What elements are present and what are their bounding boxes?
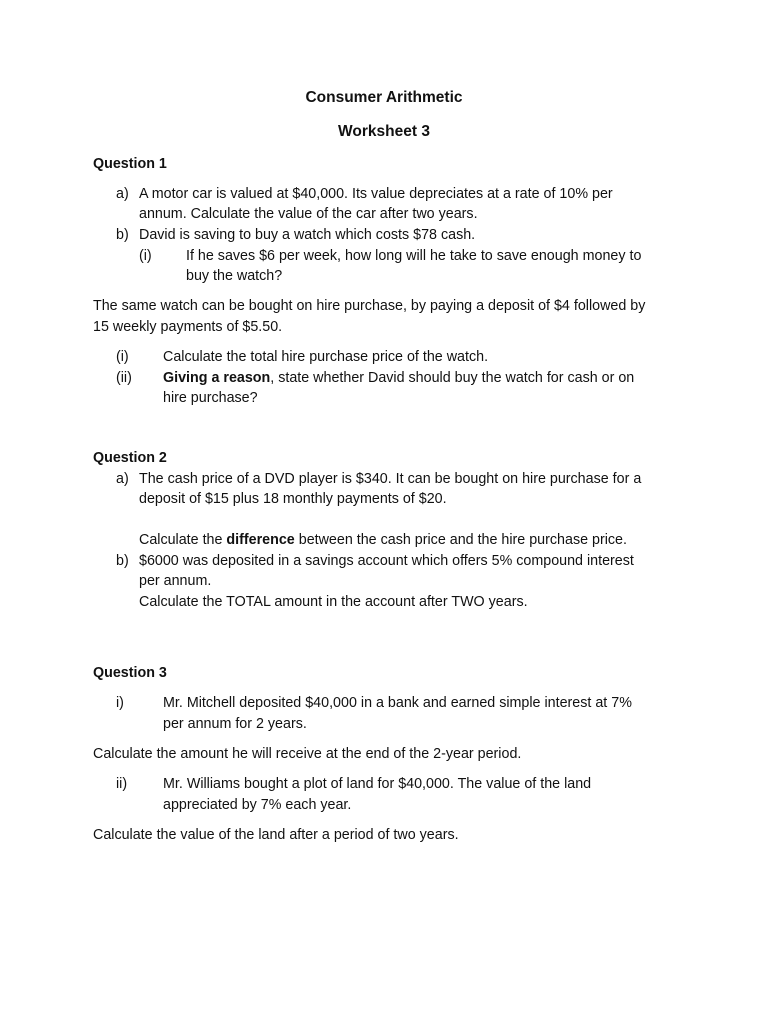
q1-paragraph-line1: The same watch can be bought on hire purchase, by paying a deposit of $4 followed by	[93, 298, 646, 314]
q2-b-text-line1: $6000 was deposited in a savings account which offers 5% compound interest	[139, 553, 634, 569]
q1-paragraph-line2: 15 weekly payments of $5.50.	[93, 319, 283, 335]
q2-b-text-line2: per annum.	[139, 573, 212, 589]
q1-ii-label: (ii)	[116, 370, 132, 386]
q1-a-text-line1: A motor car is valued at $40,000. Its value depreciates at a rate of 10% per	[139, 186, 613, 202]
q1-i-text: Calculate the total hire purchase price of the watch.	[163, 349, 489, 365]
question-1-heading: Question 1	[93, 156, 167, 172]
q3-i-label: i)	[116, 695, 124, 711]
question-2-heading: Question 2	[93, 450, 167, 466]
q2-a-text-line2: deposit of $15 plus 18 monthly payments of $20.	[139, 491, 447, 507]
question-3-heading: Question 3	[93, 665, 167, 681]
q3-ii-text-line2: appreciated by 7% each year.	[163, 797, 352, 813]
q1-a-text-line2: annum. Calculate the value of the car after two years.	[139, 206, 478, 222]
q2-a-label: a)	[116, 471, 129, 487]
q3-ii-calculate: Calculate the value of the land after a period of two years.	[93, 827, 459, 843]
q2-a-calculate	[139, 533, 627, 547]
q1-ii-emphasis: Giving a reason	[163, 370, 271, 386]
q1-ii-text-line2: hire purchase?	[163, 390, 258, 406]
q1-b-label: b)	[116, 227, 129, 243]
q3-i-calculate: Calculate the amount he will receive at the end of the 2-year period.	[93, 746, 522, 762]
q2-a-calc-pre: Calculate the	[139, 532, 227, 548]
q3-i-text-line2: per annum for 2 years.	[163, 716, 307, 732]
q1-a-label: a)	[116, 186, 129, 202]
document-subtitle: Worksheet 3	[338, 123, 430, 140]
q1-b-i-label: (i)	[139, 248, 152, 264]
q3-ii-label: ii)	[116, 776, 128, 792]
q1-ii-text-rest: , state whether David should buy the watch for cash or on	[270, 370, 635, 386]
q2-b-text-line3: Calculate the TOTAL amount in the account after TWO years.	[139, 594, 528, 610]
q2-a-calc-emphasis: difference	[226, 532, 295, 548]
q2-a-calc-post: between the cash price and the hire purchase price.	[294, 532, 627, 548]
q2-b-label: b)	[116, 553, 129, 569]
q3-i-text-line1: Mr. Mitchell deposited $40,000 in a bank and earned simple interest at 7%	[163, 695, 632, 711]
q1-b-text: David is saving to buy a watch which costs $78 cash.	[139, 227, 476, 243]
q1-ii-text-line1	[163, 371, 634, 385]
q2-a-text-line1: The cash price of a DVD player is $340. It can be bought on hire purchase for a	[139, 471, 642, 487]
document-title: Consumer Arithmetic	[305, 89, 463, 106]
q1-b-i-text-line2: buy the watch?	[186, 268, 283, 284]
q3-ii-text-line1: Mr. Williams bought a plot of land for $40,000. The value of the land	[163, 776, 592, 792]
q1-b-i-text-line1: If he saves $6 per week, how long will he take to save enough money to	[186, 248, 642, 264]
q1-i-label: (i)	[116, 349, 129, 365]
